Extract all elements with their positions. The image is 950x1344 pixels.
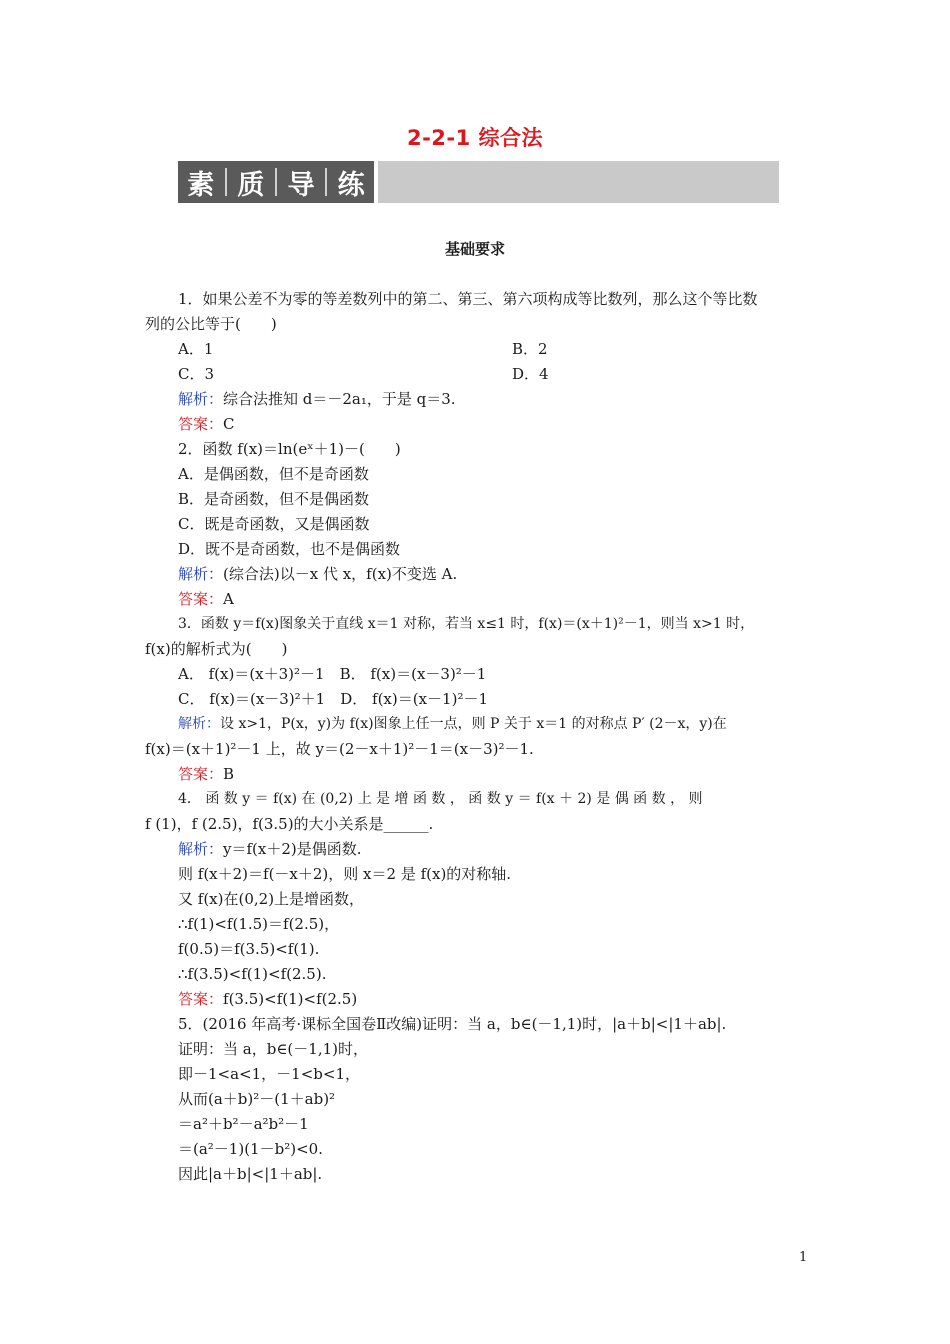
q3-solution-line2: f(x)＝(x＋1)²－1 上，故 y＝(2－x＋1)²－1＝(x－3)²－1. (145, 740, 534, 758)
solution-label: 解析： (178, 840, 224, 858)
q1-option-b: B．2 (512, 340, 548, 358)
q2-option-c: C．既是奇函数，又是偶函数 (178, 515, 370, 533)
answer-text: f(3.5)<f(1)<f(2.5) (223, 990, 358, 1008)
q1-option-a: A．1 (178, 340, 214, 358)
solution-text: 设 x>1，P(x，y)为 f(x)图象上任一点，则 P 关于 x＝1 的对称点 P′ (2－x，y)在 (220, 716, 727, 732)
q2-answer (178, 589, 234, 609)
answer-label: 答案： (178, 415, 224, 433)
q1-option-c: C．3 (178, 365, 215, 383)
banner-char: 素 (187, 169, 215, 201)
q4-answer (178, 989, 357, 1009)
q2-option-a: A．是偶函数，但不是奇函数 (178, 465, 369, 483)
section-banner (178, 161, 779, 203)
banner-divider (225, 168, 227, 196)
q1-answer (178, 414, 235, 434)
q4-stem-line2: f (1)，f (2.5)，f(3.5)的大小关系是______. (145, 815, 434, 833)
answer-text: C (223, 415, 235, 433)
q4-solution (178, 839, 362, 859)
q2-stem: 2．函数 f(x)＝ln(eˣ＋1)－( ) (178, 440, 401, 458)
q4-step: ∴f(1)<f(1.5)＝f(2.5)， (178, 915, 340, 933)
q5-proof-line: 证明：当 a，b∈(－1,1)时， (178, 1040, 368, 1058)
solution-text: (综合法)以－x 代 x，f(x)不变选 A. (223, 565, 458, 583)
q5-proof-line: 因此|a＋b|<|1＋ab|. (178, 1165, 323, 1183)
solution-text: 综合法推知 d＝－2a₁，于是 q＝3. (223, 390, 456, 408)
q5-proof-line: 从而(a＋b)²－(1＋ab)² (178, 1090, 336, 1108)
q4-step: ∴f(3.5)<f(1)<f(2.5). (178, 965, 327, 983)
banner-char: 练 (337, 169, 365, 201)
answer-label: 答案： (178, 765, 224, 783)
q5-proof-line: 即－1<a<1，－1<b<1， (178, 1065, 360, 1083)
banner-char: 质 (237, 169, 265, 201)
answer-label: 答案： (178, 990, 224, 1008)
q1-stem-line2: 列的公比等于( ) (145, 315, 277, 333)
answer-text: B (223, 765, 235, 783)
solution-label: 解析： (178, 716, 220, 732)
q3-answer (178, 764, 234, 784)
section-heading: 基础要求 (444, 240, 505, 258)
q3-options-ab: A． f(x)＝(x＋3)²－1 B． f(x)＝(x－3)²－1 (178, 665, 487, 683)
q1-option-d: D．4 (512, 365, 549, 383)
banner-divider (275, 168, 277, 196)
solution-label: 解析： (178, 390, 224, 408)
banner-divider (325, 168, 327, 196)
q5-proof-line: ＝a²＋b²－a²b²－1 (178, 1115, 309, 1133)
q2-option-d: D．既不是奇函数，也不是偶函数 (178, 540, 401, 558)
answer-text: A (223, 590, 234, 608)
banner-char: 导 (287, 169, 315, 201)
q4-stem-line1: 4． 函 数 y ＝ f(x) 在 (0,2) 上 是 增 函 数 ， 函 数 y ＝ f(x ＋ 2) 是 偶 函 数 ， 则 (178, 791, 703, 807)
q5-stem: 5．(2016 年高考·课标全国卷Ⅱ改编)证明：当 a，b∈(－1,1)时，|a＋b|<|1＋ab|. (178, 1015, 727, 1033)
q1-solution (178, 389, 456, 409)
q5-proof-line: ＝(a²－1)(1－b²)<0. (178, 1140, 323, 1158)
q3-stem-line2: f(x)的解析式为( ) (145, 640, 288, 658)
q3-stem-line1: 3．函数 y＝f(x)图象关于直线 x＝1 对称，若当 x≤1 时，f(x)＝(x＋1)²－1，则当 x>1 时， (178, 616, 755, 632)
q4-step: 则 f(x＋2)＝f(－x＋2)，则 x＝2 是 f(x)的对称轴. (178, 865, 512, 883)
answer-label: 答案： (178, 590, 224, 608)
banner-bar (378, 161, 779, 203)
solution-label: 解析： (178, 565, 224, 583)
q4-step: 又 f(x)在(0,2)上是增函数， (178, 890, 365, 908)
solution-text: y＝f(x＋2)是偶函数. (223, 840, 362, 858)
page-title: 2-2-1 综合法 (406, 126, 544, 150)
q3-solution (178, 714, 727, 734)
q4-step: f(0.5)＝f(3.5)<f(1). (178, 940, 320, 958)
q3-options-cd: C． f(x)＝(x－3)²＋1 D． f(x)＝(x－1)²－1 (178, 690, 488, 708)
page-number: 1 (799, 1250, 808, 1265)
q2-option-b: B．是奇函数，但不是偶函数 (178, 490, 370, 508)
banner-label (178, 161, 374, 203)
q2-solution (178, 564, 457, 584)
q1-stem-line1: 1．如果公差不为零的等差数列中的第二、第三、第六项构成等比数列，那么这个等比数 (178, 290, 758, 308)
